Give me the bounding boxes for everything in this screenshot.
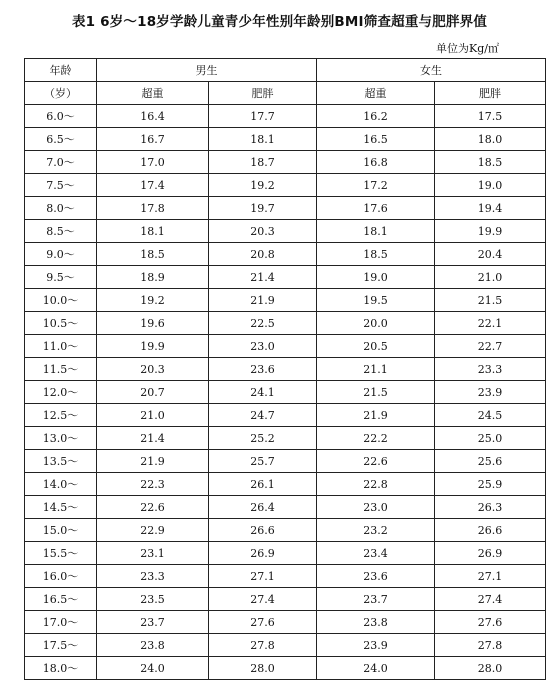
male-overweight-cell: 19.6 — [97, 312, 209, 335]
male-obese-cell: 26.6 — [209, 519, 317, 542]
male-obese-cell: 19.7 — [209, 197, 317, 220]
bmi-table — [24, 58, 546, 680]
table-row — [25, 427, 546, 450]
female-obese-cell: 18.5 — [435, 151, 546, 174]
female-overweight-cell: 18.5 — [317, 243, 435, 266]
female-obese-cell: 19.9 — [435, 220, 546, 243]
female-obese-cell: 21.0 — [435, 266, 546, 289]
age-cell: 8.5～ — [25, 220, 97, 243]
female-obese-cell: 27.4 — [435, 588, 546, 611]
male-overweight-cell: 16.4 — [97, 105, 209, 128]
age-cell: 13.5～ — [25, 450, 97, 473]
table-row — [25, 289, 546, 312]
male-obese-cell: 27.8 — [209, 634, 317, 657]
table-row — [25, 358, 546, 381]
male-obese-cell: 18.7 — [209, 151, 317, 174]
age-cell: 12.5～ — [25, 404, 97, 427]
age-cell: 16.0～ — [25, 565, 97, 588]
female-obese-cell: 20.4 — [435, 243, 546, 266]
male-obese-cell: 24.1 — [209, 381, 317, 404]
female-overweight-cell: 19.0 — [317, 266, 435, 289]
age-cell: 15.5～ — [25, 542, 97, 565]
table-row — [25, 197, 546, 220]
male-obese-cell: 21.9 — [209, 289, 317, 312]
male-overweight-cell: 22.3 — [97, 473, 209, 496]
female-overweight-cell: 21.9 — [317, 404, 435, 427]
male-obese-cell: 23.0 — [209, 335, 317, 358]
female-obese-cell: 24.5 — [435, 404, 546, 427]
age-cell: 9.5～ — [25, 266, 97, 289]
male-overweight-cell: 23.3 — [97, 565, 209, 588]
female-overweight-cell: 22.2 — [317, 427, 435, 450]
female-overweight-cell: 16.5 — [317, 128, 435, 151]
female-overweight-cell: 23.7 — [317, 588, 435, 611]
female-obese-header: 肥胖 — [435, 82, 546, 105]
male-overweight-cell: 22.6 — [97, 496, 209, 519]
table-row — [25, 151, 546, 174]
male-overweight-cell: 22.9 — [97, 519, 209, 542]
female-obese-cell: 25.9 — [435, 473, 546, 496]
female-obese-cell: 26.3 — [435, 496, 546, 519]
male-obese-cell: 23.6 — [209, 358, 317, 381]
female-obese-cell: 17.5 — [435, 105, 546, 128]
male-overweight-cell: 18.9 — [97, 266, 209, 289]
male-obese-cell: 25.2 — [209, 427, 317, 450]
table-body — [25, 105, 546, 680]
age-cell: 13.0～ — [25, 427, 97, 450]
age-cell: 10.0～ — [25, 289, 97, 312]
male-obese-cell: 20.3 — [209, 220, 317, 243]
age-cell: 11.5～ — [25, 358, 97, 381]
age-cell: 16.5～ — [25, 588, 97, 611]
male-obese-cell: 20.8 — [209, 243, 317, 266]
age-cell: 17.5～ — [25, 634, 97, 657]
female-overweight-cell: 22.8 — [317, 473, 435, 496]
table-row — [25, 542, 546, 565]
female-obese-cell: 18.0 — [435, 128, 546, 151]
male-obese-cell: 18.1 — [209, 128, 317, 151]
table-row — [25, 450, 546, 473]
male-overweight-header: 超重 — [97, 82, 209, 105]
male-obese-cell: 26.1 — [209, 473, 317, 496]
table-row — [25, 634, 546, 657]
female-overweight-cell: 18.1 — [317, 220, 435, 243]
female-overweight-cell: 16.8 — [317, 151, 435, 174]
male-obese-cell: 27.1 — [209, 565, 317, 588]
female-overweight-cell: 20.0 — [317, 312, 435, 335]
male-obese-cell: 27.4 — [209, 588, 317, 611]
male-overweight-cell: 20.7 — [97, 381, 209, 404]
header-row-1 — [25, 59, 546, 82]
age-cell: 8.0～ — [25, 197, 97, 220]
male-overweight-cell: 21.9 — [97, 450, 209, 473]
female-obese-cell: 26.9 — [435, 542, 546, 565]
female-overweight-cell: 21.5 — [317, 381, 435, 404]
female-overweight-cell: 23.6 — [317, 565, 435, 588]
male-header: 男生 — [97, 59, 317, 82]
male-overweight-cell: 19.2 — [97, 289, 209, 312]
age-cell: 6.5～ — [25, 128, 97, 151]
female-overweight-cell: 23.9 — [317, 634, 435, 657]
age-cell: 18.0～ — [25, 657, 97, 680]
age-cell: 6.0～ — [25, 105, 97, 128]
female-obese-cell: 25.0 — [435, 427, 546, 450]
male-overweight-cell: 17.0 — [97, 151, 209, 174]
table-row — [25, 105, 546, 128]
table-row — [25, 404, 546, 427]
male-overweight-cell: 17.4 — [97, 174, 209, 197]
female-obese-cell: 19.4 — [435, 197, 546, 220]
table-row — [25, 611, 546, 634]
age-header: 年龄 — [25, 59, 97, 82]
male-overweight-cell: 21.4 — [97, 427, 209, 450]
male-overweight-cell: 20.3 — [97, 358, 209, 381]
male-overweight-cell: 23.8 — [97, 634, 209, 657]
age-cell: 11.0～ — [25, 335, 97, 358]
male-obese-cell: 28.0 — [209, 657, 317, 680]
female-overweight-cell: 20.5 — [317, 335, 435, 358]
table-row — [25, 220, 546, 243]
age-cell: 9.0～ — [25, 243, 97, 266]
age-cell: 14.0～ — [25, 473, 97, 496]
female-obese-cell: 27.8 — [435, 634, 546, 657]
female-header: 女生 — [317, 59, 546, 82]
male-overweight-cell: 21.0 — [97, 404, 209, 427]
table-row — [25, 588, 546, 611]
female-obese-cell: 27.1 — [435, 565, 546, 588]
male-obese-cell: 19.2 — [209, 174, 317, 197]
table-row — [25, 243, 546, 266]
female-obese-cell: 25.6 — [435, 450, 546, 473]
table-row — [25, 519, 546, 542]
male-overweight-cell: 18.1 — [97, 220, 209, 243]
male-overweight-cell: 16.7 — [97, 128, 209, 151]
female-obese-cell: 28.0 — [435, 657, 546, 680]
age-cell: 17.0～ — [25, 611, 97, 634]
male-overweight-cell: 23.5 — [97, 588, 209, 611]
table-row — [25, 312, 546, 335]
male-obese-cell: 25.7 — [209, 450, 317, 473]
table-row — [25, 128, 546, 151]
female-overweight-cell: 23.8 — [317, 611, 435, 634]
male-obese-cell: 27.6 — [209, 611, 317, 634]
male-overweight-cell: 17.8 — [97, 197, 209, 220]
female-overweight-cell: 17.6 — [317, 197, 435, 220]
age-unit-header: （岁） — [25, 82, 97, 105]
female-overweight-cell: 22.6 — [317, 450, 435, 473]
female-overweight-cell: 24.0 — [317, 657, 435, 680]
female-overweight-cell: 19.5 — [317, 289, 435, 312]
table-row — [25, 565, 546, 588]
female-obese-cell: 21.5 — [435, 289, 546, 312]
age-cell: 10.5～ — [25, 312, 97, 335]
female-obese-cell: 27.6 — [435, 611, 546, 634]
female-overweight-cell: 21.1 — [317, 358, 435, 381]
table-row — [25, 174, 546, 197]
table-title: 表1 6岁～18岁学龄儿童青少年性别年龄别BMI筛查超重与肥胖界值 — [71, 14, 488, 30]
table-row — [25, 381, 546, 404]
male-overweight-cell: 24.0 — [97, 657, 209, 680]
female-obese-cell: 23.9 — [435, 381, 546, 404]
female-obese-cell: 19.0 — [435, 174, 546, 197]
male-obese-cell: 17.7 — [209, 105, 317, 128]
table-row — [25, 473, 546, 496]
male-obese-header: 肥胖 — [209, 82, 317, 105]
male-obese-cell: 26.4 — [209, 496, 317, 519]
age-cell: 7.5～ — [25, 174, 97, 197]
female-obese-cell: 23.3 — [435, 358, 546, 381]
female-obese-cell: 22.1 — [435, 312, 546, 335]
table-row — [25, 496, 546, 519]
female-overweight-cell: 16.2 — [317, 105, 435, 128]
female-overweight-cell: 17.2 — [317, 174, 435, 197]
male-overweight-cell: 18.5 — [97, 243, 209, 266]
female-obese-cell: 26.6 — [435, 519, 546, 542]
age-cell: 7.0～ — [25, 151, 97, 174]
female-obese-cell: 22.7 — [435, 335, 546, 358]
female-overweight-cell: 23.0 — [317, 496, 435, 519]
unit-label: 单位为Kg/㎡ — [436, 42, 499, 55]
female-overweight-header: 超重 — [317, 82, 435, 105]
age-cell: 12.0～ — [25, 381, 97, 404]
female-overweight-cell: 23.2 — [317, 519, 435, 542]
age-cell: 14.5～ — [25, 496, 97, 519]
male-obese-cell: 26.9 — [209, 542, 317, 565]
table-row — [25, 657, 546, 680]
male-overweight-cell: 19.9 — [97, 335, 209, 358]
male-obese-cell: 21.4 — [209, 266, 317, 289]
table-row — [25, 266, 546, 289]
male-overweight-cell: 23.7 — [97, 611, 209, 634]
male-obese-cell: 22.5 — [209, 312, 317, 335]
male-overweight-cell: 23.1 — [97, 542, 209, 565]
female-overweight-cell: 23.4 — [317, 542, 435, 565]
age-cell: 15.0～ — [25, 519, 97, 542]
table-row — [25, 335, 546, 358]
header-row-2 — [25, 82, 546, 105]
male-obese-cell: 24.7 — [209, 404, 317, 427]
